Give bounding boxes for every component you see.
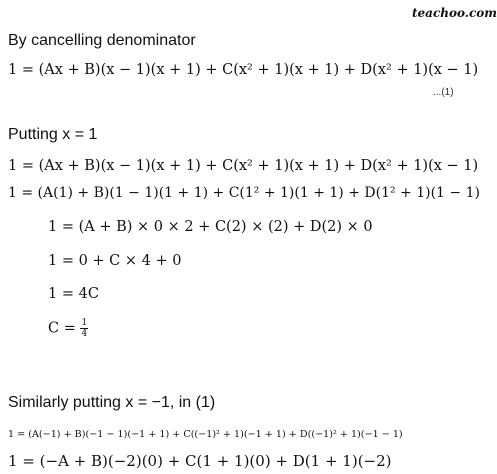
result-fraction (80, 318, 88, 339)
fraction-denominator: 4 (81, 329, 88, 339)
intro-text: By cancelling denominator (8, 32, 196, 49)
step1-line-2: 1 = (A(1) + B)(1 − 1)(1 + 1) + C(1² + 1)(1 + 1) + D(1² + 1)(1 − 1) (8, 185, 480, 201)
step2-line-1: 1 = (A(−1) + B)(−1 − 1)(−1 + 1) + C((−1)² + 1)(−1 + 1) + D((−1)² + 1)(−1 − 1) (8, 429, 403, 440)
step1-line-5: 1 = 4C (48, 286, 99, 302)
fraction-numerator: 1 (81, 318, 88, 328)
step1-result (48, 318, 88, 339)
step1-line-4: 1 = 0 + C × 4 + 0 (48, 253, 182, 269)
step1-heading: Putting x = 1 (8, 126, 98, 143)
main-equation: 1 = (Ax + B)(x − 1)(x + 1) + C(x² + 1)(x + 1) + D(x² + 1)(x − 1) (8, 62, 479, 78)
equation-tag: ...(1) (433, 87, 454, 98)
result-lhs: C = (48, 320, 76, 337)
step2-heading: Similarly putting x = −1, in (1) (8, 394, 216, 411)
step1-line-3: 1 = (A + B) × 0 × 2 + C(2) × (2) + D(2) × 0 (48, 219, 373, 235)
step1-line-1: 1 = (Ax + B)(x − 1)(x + 1) + C(x² + 1)(x + 1) + D(x² + 1)(x − 1) (8, 158, 479, 174)
teachoo-watermark: teachoo.com (412, 6, 497, 20)
step2-line-2: 1 = (−A + B)(−2)(0) + C(1 + 1)(0) + D(1 + 1)(−2) (8, 452, 392, 470)
